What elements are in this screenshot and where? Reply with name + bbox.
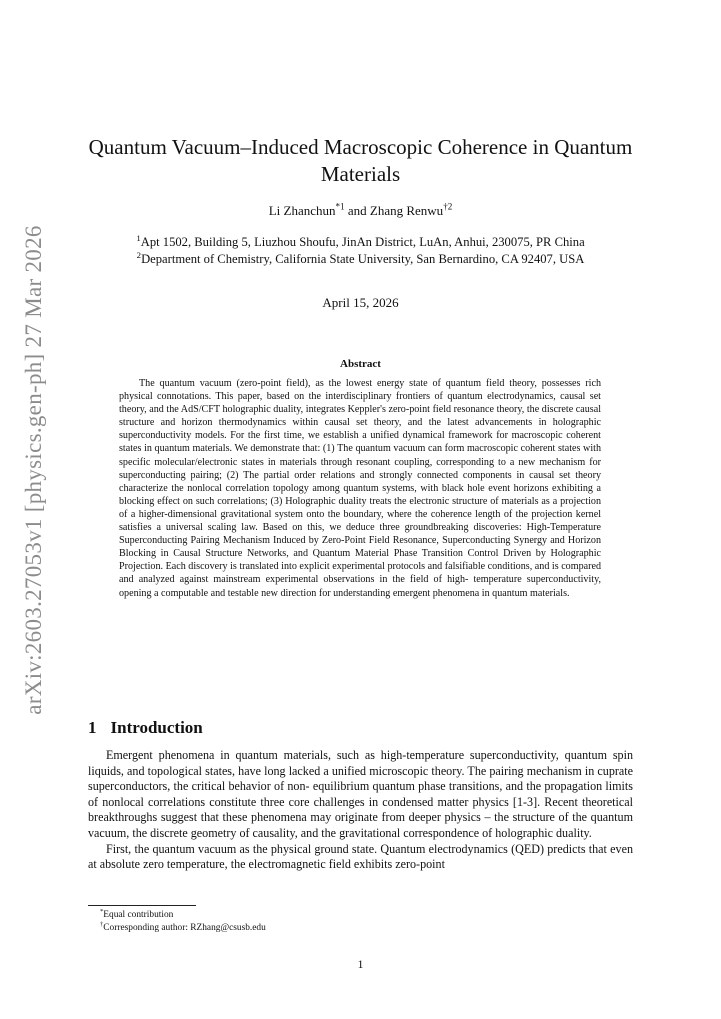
affiliation-list bbox=[88, 234, 633, 268]
affiliation-mark: 1 bbox=[136, 232, 141, 243]
abstract-heading: Abstract bbox=[340, 358, 381, 370]
footnote-text: Corresponding author: RZhang@csusb.edu bbox=[103, 923, 266, 933]
affiliation-text: Apt 1502, Building 5, Liuzhou Shoufu, JinAn District, LuAn, Anhui, 230075, PR China bbox=[140, 235, 585, 249]
affiliation-text: Department of Chemistry, California State University, San Bernardino, CA 92407, USA bbox=[141, 252, 585, 266]
publication-date: April 15, 2026 bbox=[322, 295, 399, 310]
introduction-text bbox=[88, 748, 633, 873]
author-name-2: Zhang Renwu bbox=[369, 203, 444, 218]
paper-title: Quantum Vacuum–Induced Macroscopic Coherence in Quantum Materials bbox=[88, 135, 633, 186]
page-number: 1 bbox=[357, 957, 364, 971]
arxiv-identifier-stamp bbox=[14, 225, 54, 715]
author-name-1: Li Zhanchun bbox=[268, 203, 336, 218]
footnote-mark: * bbox=[100, 907, 104, 915]
footnote-mark: † bbox=[100, 920, 104, 928]
author-mark-1: *1 bbox=[335, 201, 345, 212]
footnote-2 bbox=[88, 922, 633, 935]
footnotes bbox=[88, 909, 633, 935]
arxiv-stamp-text: arXiv:2603.27053v1 [physics.gen-ph] 27 Mar 2026 bbox=[21, 225, 46, 715]
author-conjunction: and bbox=[347, 203, 367, 218]
author-list bbox=[88, 203, 633, 219]
section-heading bbox=[88, 718, 633, 738]
footnote-divider bbox=[88, 905, 196, 906]
abstract-body: The quantum vacuum (zero-point field), as the lowest energy state of quantum field theory, possesses rich physical connotations. This paper, based on the interdisciplinary frontiers of quantum electrodynamics, causal set theory, and the AdS/CFT holographic duality, integrates Keppler's zero-point field resonance theory, the discrete causal structure and horizon thermodynamics within causal set theory, and the latest advancements in holographic superconductivity models. For the first time, we establish a unified dynamical framework for macroscopic coherent states in quantum materials. We demonstrate that: (1) The quantum vacuum can form macroscopic coherent states with specific molecular/electronic states in materials through resonant coupling, corresponding to a new mechanism for superconducting pairing; (2) The partial order relations and strongly connected components in causal set theory characterize the nonlocal correlation topology among quantum systems, with black hole event horizons exhibiting a blocking effect on such correlations; (3) Holographic duality treats the electronic structure of materials as a projection of a higher-dimensional gravitational system onto the boundary, where the coherence length of the projection kernel satisfies a universal scaling law. Based on this, we deduce three groundbreaking discoveries: High-Temperature Superconducting Pairing Mechanism Induced by Zero-Point Field Resonance, Superconducting Synergy and Horizon Blocking in Causal Structure Networks, and Quantum Material Phase Transition Control Driven by Holographic Projection. Each discovery is translated into explicit experimental protocols and falsifiable conditions, and is compared and analyzed against mainstream experimental observations in the field of high- temperature superconductivity, opening a computable and testable new direction for understanding emergent phenomena in quantum materials. bbox=[119, 378, 601, 599]
author-mark-2: †2 bbox=[443, 201, 453, 212]
affiliation-mark: 2 bbox=[136, 249, 142, 260]
section-title: Introduction bbox=[110, 718, 203, 737]
paragraph: First, the quantum vacuum as the physical ground state. Quantum electrodynamics (QED) predicts that even at absolute zero temperature, the electromagnetic field exhibits zero-point bbox=[88, 841, 633, 872]
footnote-1 bbox=[88, 909, 633, 922]
footnote-text: Equal contribution bbox=[103, 910, 174, 920]
paragraph: Emergent phenomena in quantum materials, such as high-temperature superconductivity, quantum spin liquids, and topological states, have long lacked a unified microscopic theory. The pairing mechanism in cuprate superconductors, the critical behavior of non- equilibrium quantum phase transitions, and the propagation limits of nonlocal correlations constitute three core challenges in condensed matter physics [1-3]. Recent theoretical breakthroughs suggest that these phenomena may originate from deeper physics – the structure of the quantum vacuum, the discrete geometry of causality, and the gravitational correspondence of holographic duality. bbox=[88, 748, 633, 840]
affiliation-2 bbox=[88, 251, 633, 268]
affiliation-1 bbox=[88, 234, 633, 251]
section-number: 1 bbox=[88, 718, 97, 737]
